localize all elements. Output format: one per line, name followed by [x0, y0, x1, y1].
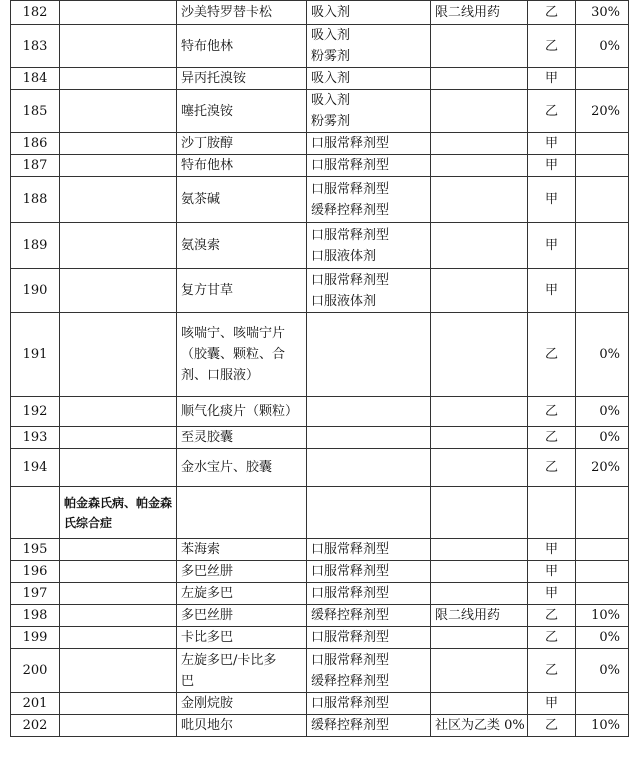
dosage-form-line: 口服常释剂型 — [311, 272, 390, 288]
self-pay-ratio — [576, 68, 629, 90]
drug-name-line: 巴 — [181, 673, 195, 689]
drug-class: 甲 — [528, 133, 576, 155]
self-pay-ratio: 0% — [576, 649, 629, 693]
drug-class: 甲 — [528, 583, 576, 605]
drug-class: 乙 — [528, 605, 576, 627]
dosage-form — [307, 427, 431, 449]
drug-name — [177, 539, 307, 561]
table-row — [11, 427, 629, 449]
table-row — [11, 68, 629, 90]
category-cell — [60, 397, 177, 427]
drug-name — [177, 583, 307, 605]
drug-name-line: 特布他林 — [181, 38, 234, 54]
dosage-form-line: 口服常释剂型 — [311, 136, 390, 151]
self-pay-ratio — [576, 155, 629, 177]
self-pay-ratio: 0% — [576, 427, 629, 449]
empty-cell — [177, 487, 307, 539]
category-cell — [60, 693, 177, 715]
drug-name-line: 噻托溴铵 — [181, 103, 234, 119]
row-number: 200 — [11, 649, 60, 693]
usage-note — [431, 561, 528, 583]
row-number: 197 — [11, 583, 60, 605]
row-number: 183 — [11, 25, 60, 68]
row-number: 199 — [11, 627, 60, 649]
drug-name-line: 沙美特罗替卡松 — [181, 5, 273, 20]
usage-note — [431, 313, 528, 397]
drug-name-line: 卡比多巴 — [181, 630, 234, 645]
drug-name — [177, 427, 307, 449]
drug-name-line: 氨溴索 — [181, 238, 221, 253]
drug-class: 甲 — [528, 223, 576, 269]
drug-class: 乙 — [528, 313, 576, 397]
row-number: 196 — [11, 561, 60, 583]
category-cell — [60, 715, 177, 737]
drug-name-line: 沙丁胺醇 — [181, 136, 234, 151]
dosage-form — [307, 693, 431, 715]
category-cell — [60, 449, 177, 487]
dosage-form — [307, 313, 431, 397]
self-pay-ratio: 0% — [576, 397, 629, 427]
table-row — [11, 397, 629, 427]
drug-name — [177, 605, 307, 627]
category-row — [11, 487, 629, 539]
row-number: 185 — [11, 90, 60, 133]
dosage-form-line: 粉雾剂 — [311, 114, 351, 129]
usage-note — [431, 397, 528, 427]
dosage-form — [307, 1, 431, 25]
dosage-form — [307, 449, 431, 487]
drug-name-line: 多巴丝肼 — [181, 564, 234, 579]
category-label — [60, 487, 177, 539]
drug-name-line: 至灵胶囊 — [181, 430, 234, 445]
self-pay-ratio: 0% — [576, 627, 629, 649]
row-number: 182 — [11, 1, 60, 25]
table-row — [11, 155, 629, 177]
table-row — [11, 25, 629, 68]
dosage-form-line: 缓释控释剂型 — [311, 608, 390, 623]
row-number: 184 — [11, 68, 60, 90]
self-pay-ratio: 20% — [576, 449, 629, 487]
dosage-form-line: 缓释控释剂型 — [311, 673, 390, 689]
dosage-form — [307, 68, 431, 90]
usage-note — [431, 449, 528, 487]
drug-name-line: 复方甘草 — [181, 283, 234, 298]
row-number: 188 — [11, 177, 60, 223]
drug-class: 乙 — [528, 1, 576, 25]
empty-cell — [528, 487, 576, 539]
table-row — [11, 693, 629, 715]
dosage-form-line: 口服常释剂型 — [311, 586, 390, 601]
dosage-form-line: 缓释控释剂型 — [311, 718, 390, 733]
usage-note: 限二线用药 — [431, 605, 528, 627]
table-row — [11, 133, 629, 155]
self-pay-ratio: 10% — [576, 605, 629, 627]
drug-name — [177, 561, 307, 583]
table-row — [11, 449, 629, 487]
dosage-form-line: 口服常释剂型 — [311, 696, 390, 711]
drug-name — [177, 1, 307, 25]
dosage-form — [307, 133, 431, 155]
drug-name — [177, 155, 307, 177]
drug-name — [177, 177, 307, 223]
table-row — [11, 223, 629, 269]
row-number: 191 — [11, 313, 60, 397]
drug-name-line: 特布他林 — [181, 158, 234, 173]
drug-name-line: 剂、口服液） — [181, 368, 260, 383]
table-body — [11, 1, 629, 737]
drug-name-line: 左旋多巴/卡比多 — [181, 652, 277, 668]
usage-note — [431, 427, 528, 449]
drug-name — [177, 449, 307, 487]
table-row — [11, 605, 629, 627]
usage-note — [431, 90, 528, 133]
usage-note — [431, 649, 528, 693]
table-row — [11, 90, 629, 133]
table-row — [11, 561, 629, 583]
dosage-form — [307, 223, 431, 269]
category-cell — [60, 90, 177, 133]
drug-name-line: 苯海索 — [181, 542, 221, 557]
table-row — [11, 715, 629, 737]
self-pay-ratio: 10% — [576, 715, 629, 737]
self-pay-ratio: 0% — [576, 25, 629, 68]
drug-name — [177, 693, 307, 715]
dosage-form — [307, 397, 431, 427]
dosage-form — [307, 25, 431, 68]
empty-cell — [431, 487, 528, 539]
dosage-form — [307, 715, 431, 737]
drug-class: 甲 — [528, 693, 576, 715]
table-row — [11, 313, 629, 397]
usage-note — [431, 133, 528, 155]
drug-class: 乙 — [528, 449, 576, 487]
dosage-form — [307, 605, 431, 627]
row-number: 186 — [11, 133, 60, 155]
category-cell — [60, 561, 177, 583]
row-number: 194 — [11, 449, 60, 487]
category-text: 帕金森氏病、帕金森氏综合症 — [64, 495, 173, 530]
drug-name-line: 金刚烷胺 — [181, 696, 234, 711]
dosage-form — [307, 627, 431, 649]
table-row — [11, 1, 629, 25]
drug-name-line: 顺气化痰片（颗粒） — [181, 404, 299, 419]
drug-name-line: 金水宝片、胶囊 — [181, 460, 273, 475]
drug-class: 甲 — [528, 561, 576, 583]
self-pay-ratio — [576, 177, 629, 223]
drug-name-line: 左旋多巴 — [181, 586, 234, 601]
dosage-form-line: 口服常释剂型 — [311, 652, 390, 668]
row-number: 198 — [11, 605, 60, 627]
drug-class: 乙 — [528, 25, 576, 68]
drug-class: 乙 — [528, 397, 576, 427]
dosage-form — [307, 561, 431, 583]
drug-class: 乙 — [528, 427, 576, 449]
drug-name-line: （胶囊、颗粒、合 — [181, 347, 286, 362]
category-cell — [60, 155, 177, 177]
drug-class: 乙 — [528, 715, 576, 737]
usage-note — [431, 177, 528, 223]
row-number: 201 — [11, 693, 60, 715]
dosage-form — [307, 90, 431, 133]
dosage-form-line: 缓释控释剂型 — [311, 202, 390, 218]
category-cell — [60, 605, 177, 627]
drug-class: 乙 — [528, 90, 576, 133]
drug-name — [177, 715, 307, 737]
dosage-form-line: 口服常释剂型 — [311, 158, 390, 173]
category-cell — [60, 25, 177, 68]
category-cell — [60, 133, 177, 155]
table-row — [11, 269, 629, 313]
empty-cell — [576, 487, 629, 539]
dosage-form-line: 吸入剂 — [311, 28, 351, 43]
dosage-form — [307, 269, 431, 313]
category-cell — [60, 177, 177, 223]
category-cell — [60, 1, 177, 25]
dosage-form — [307, 177, 431, 223]
dosage-form — [307, 539, 431, 561]
self-pay-ratio: 0% — [576, 313, 629, 397]
usage-note — [431, 583, 528, 605]
self-pay-ratio — [576, 133, 629, 155]
usage-note — [431, 693, 528, 715]
drug-class: 甲 — [528, 177, 576, 223]
category-cell — [60, 313, 177, 397]
usage-note — [431, 25, 528, 68]
drug-class: 乙 — [528, 627, 576, 649]
category-cell — [60, 223, 177, 269]
row-number: 192 — [11, 397, 60, 427]
self-pay-ratio — [576, 269, 629, 313]
dosage-form — [307, 155, 431, 177]
category-cell — [60, 269, 177, 313]
dosage-form-line: 口服常释剂型 — [311, 181, 390, 197]
dosage-form-line: 吸入剂 — [311, 5, 351, 20]
drug-name — [177, 68, 307, 90]
usage-note — [431, 68, 528, 90]
dosage-form-line: 口服液体剂 — [311, 293, 377, 309]
drug-name — [177, 397, 307, 427]
row-number: 202 — [11, 715, 60, 737]
drug-name — [177, 90, 307, 133]
row-number: 195 — [11, 539, 60, 561]
table-row — [11, 539, 629, 561]
drug-name-line: 吡贝地尔 — [181, 718, 234, 733]
category-cell — [60, 649, 177, 693]
dosage-form-line: 口服常释剂型 — [311, 564, 390, 579]
dosage-form-line: 粉雾剂 — [311, 49, 351, 64]
empty-cell — [307, 487, 431, 539]
row-number: 187 — [11, 155, 60, 177]
empty-cell — [11, 487, 60, 539]
drug-class: 甲 — [528, 539, 576, 561]
table-row — [11, 649, 629, 693]
drug-class: 甲 — [528, 155, 576, 177]
table-row — [11, 627, 629, 649]
dosage-form — [307, 583, 431, 605]
usage-note: 限二线用药 — [431, 1, 528, 25]
drug-class: 甲 — [528, 68, 576, 90]
self-pay-ratio — [576, 583, 629, 605]
drug-name-line: 氨茶碱 — [181, 192, 221, 207]
drug-name — [177, 223, 307, 269]
category-cell — [60, 427, 177, 449]
drug-class: 甲 — [528, 269, 576, 313]
usage-note — [431, 269, 528, 313]
dosage-form-line: 吸入剂 — [311, 93, 351, 108]
drug-catalog-table — [10, 0, 629, 737]
drug-name-line: 异丙托溴铵 — [181, 71, 247, 86]
self-pay-ratio — [576, 223, 629, 269]
dosage-form — [307, 649, 431, 693]
table-row — [11, 177, 629, 223]
dosage-form-line: 口服常释剂型 — [311, 630, 390, 645]
self-pay-ratio: 30% — [576, 1, 629, 25]
drug-name — [177, 627, 307, 649]
category-cell — [60, 583, 177, 605]
self-pay-ratio: 20% — [576, 90, 629, 133]
category-cell — [60, 627, 177, 649]
drug-name — [177, 269, 307, 313]
row-number: 193 — [11, 427, 60, 449]
usage-note — [431, 627, 528, 649]
self-pay-ratio — [576, 561, 629, 583]
category-cell — [60, 539, 177, 561]
row-number: 190 — [11, 269, 60, 313]
usage-note — [431, 223, 528, 269]
usage-note — [431, 155, 528, 177]
drug-name-line: 多巴丝肼 — [181, 608, 234, 623]
usage-note — [431, 539, 528, 561]
dosage-form-line: 口服液体剂 — [311, 248, 377, 264]
usage-note: 社区为乙类 0% — [431, 715, 528, 737]
drug-name — [177, 25, 307, 68]
dosage-form-line: 吸入剂 — [311, 71, 351, 86]
drug-name-line: 咳喘宁、咳喘宁片 — [181, 326, 286, 341]
table-row — [11, 583, 629, 605]
self-pay-ratio — [576, 693, 629, 715]
drug-name — [177, 649, 307, 693]
row-number: 189 — [11, 223, 60, 269]
drug-name — [177, 313, 307, 397]
dosage-form-line: 口服常释剂型 — [311, 542, 390, 557]
drug-name — [177, 133, 307, 155]
category-cell — [60, 68, 177, 90]
dosage-form-line: 口服常释剂型 — [311, 227, 390, 243]
self-pay-ratio — [576, 539, 629, 561]
drug-class: 乙 — [528, 649, 576, 693]
